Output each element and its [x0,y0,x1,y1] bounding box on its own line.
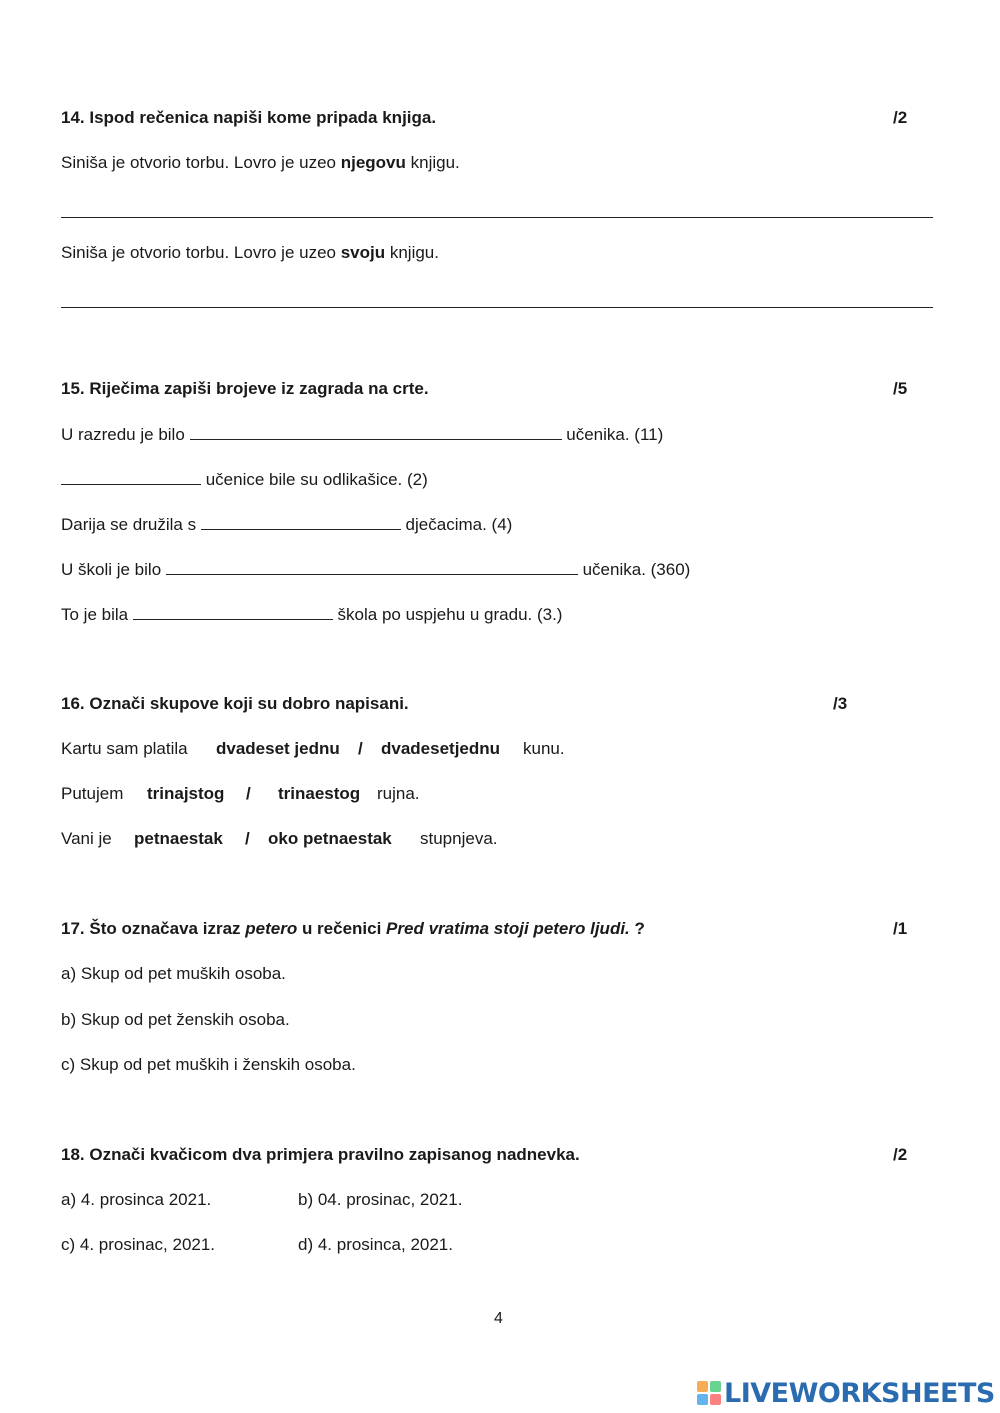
q17-points: /1 [893,919,908,938]
q18-option-d[interactable]: d) 4. prosinca, 2021. [298,1235,453,1254]
logo-square-3 [697,1394,708,1405]
logo-square-1 [697,1381,708,1392]
q15-l4-post: učenika. (360) [577,560,691,579]
q16-l1-option-a[interactable]: dvadeset jednu [216,739,340,758]
q15-l3-post: dječacima. (4) [400,515,513,534]
q17-title [61,918,645,940]
q15-l3-pre: Darija se družila s [61,515,201,534]
q16-points: /3 [833,694,848,713]
q15-l5-pre: To je bila [61,605,133,624]
q16-l1-option-b[interactable]: dvadesetjednu [381,739,501,758]
q16-l3-option-a[interactable]: petnaestak [134,829,223,848]
q18-title: 18. Označi kvačicom dva primjera pravilno zapisanog nadnevka. [61,1145,580,1164]
q15-blank-3[interactable] [201,513,401,530]
q16-l2-option-a[interactable]: trinajstog [147,784,225,803]
q14-sentence-1 [61,152,460,174]
q15-line-3 [61,513,512,536]
q15-title: 15. Riječima zapiši brojeve iz zagrada na crte. [61,379,429,398]
page-number: 4 [494,1310,503,1327]
q15-l4-pre: U školi je bilo [61,560,166,579]
q14-sentence-2 [61,242,439,264]
logo-square-2 [710,1381,721,1392]
q17-option-a[interactable]: a) Skup od pet muških osoba. [61,964,286,983]
q17-title-pre: 17. Što označava izraz [61,919,246,938]
q16-l1-slash: / [358,739,363,758]
logo-text: LIVEWORKSHEETS [724,1377,995,1409]
q15-blank-4[interactable] [166,558,578,575]
q16-l3-option-b[interactable]: oko petnaestak [268,829,392,848]
q18-points: /2 [893,1145,908,1164]
q16-l2-option-b[interactable]: trinaestog [278,784,361,803]
q14-title: 14. Ispod rečenica napiši kome pripada knjiga. [61,108,437,127]
q17-option-c[interactable]: c) Skup od pet muških i ženskih osoba. [61,1055,356,1074]
q14-points: /2 [893,108,908,127]
q15-line-5 [61,603,562,626]
q17-option-b[interactable]: b) Skup od pet ženskih osoba. [61,1010,290,1029]
q16-l3-pre: Vani je [61,829,112,848]
q18-option-a[interactable]: a) 4. prosinca 2021. [61,1190,212,1209]
q14-s1-bold: njegovu [340,153,406,172]
q15-blank-5[interactable] [133,603,333,620]
q16-l1-pre: Kartu sam platila [61,739,188,758]
q16-title: 16. Označi skupove koji su dobro napisani. [61,694,409,713]
q15-l2-post: učenice bile su odlikašice. (2) [201,470,428,489]
q15-points: /5 [893,379,908,398]
q14-s1-post: knjigu. [405,153,460,172]
q16-l2-pre: Putujem [61,784,124,803]
q18-option-c[interactable]: c) 4. prosinac, 2021. [61,1235,216,1254]
logo-mark-icon [697,1381,721,1405]
q17-title-post: ? [629,919,645,938]
q16-l2-post: rujna. [377,784,420,803]
q14-s1-pre: Siniša je otvorio torbu. Lovro je uzeo [61,153,341,172]
q16-l2-slash: / [246,784,251,803]
q18-option-b[interactable]: b) 04. prosinac, 2021. [298,1190,463,1209]
liveworksheets-logo [697,1378,995,1408]
q14-answer-line-1[interactable] [61,217,933,218]
q16-l3-slash: / [245,829,250,848]
q15-l1-pre: U razredu je bilo [61,425,190,444]
q15-line-4 [61,558,690,581]
q16-l1-post: kunu. [523,739,565,758]
q17-title-mid: u rečenici [297,919,387,938]
q15-line-1 [61,423,663,446]
q14-s2-bold: svoju [340,243,386,262]
q15-line-2 [61,468,428,491]
q17-title-sentence: Pred vratima stoji petero ljudi. [386,919,630,938]
q14-s2-pre: Siniša je otvorio torbu. Lovro je uzeo [61,243,341,262]
q14-answer-line-2[interactable] [61,307,933,308]
q17-title-word: petero [245,919,298,938]
q15-blank-1[interactable] [190,423,562,440]
q15-l5-post: škola po uspjehu u gradu. (3.) [332,605,563,624]
logo-square-4 [710,1394,721,1405]
q14-s2-post: knjigu. [385,243,439,262]
q15-blank-2[interactable] [61,468,201,485]
q15-l1-post: učenika. (11) [561,425,664,444]
q16-l3-post: stupnjeva. [420,829,498,848]
